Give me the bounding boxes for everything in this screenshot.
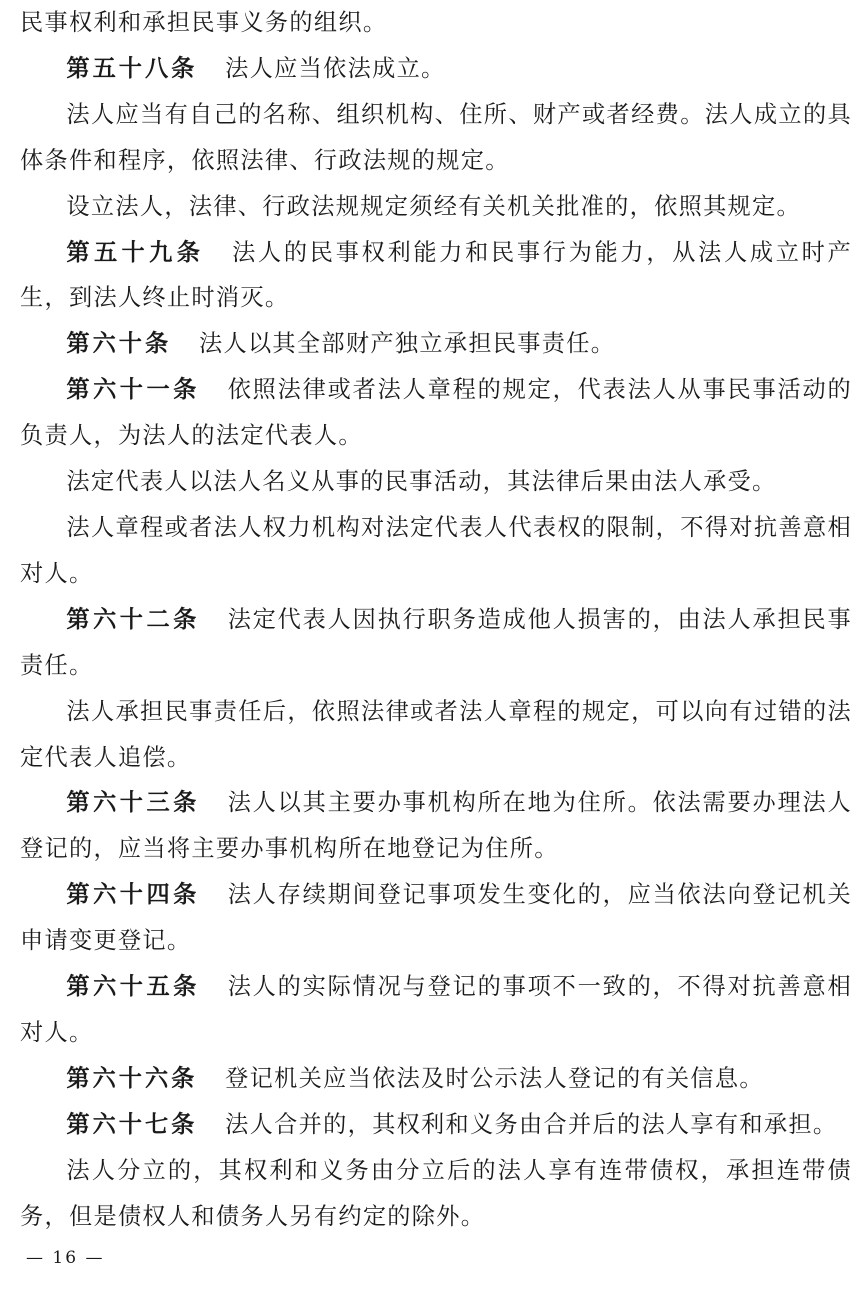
paragraph-text: 登记机关应当依法及时公示法人登记的有关信息。 xyxy=(225,1064,764,1092)
article-paragraph xyxy=(20,1102,852,1148)
article-paragraph xyxy=(20,1056,852,1102)
document-body xyxy=(20,0,852,1239)
article-paragraph xyxy=(20,321,852,367)
paragraph xyxy=(20,0,852,46)
paragraph-text: 法人章程或者法人权力机构对法定代表人代表权的限制，不得对抗善意相对人。 xyxy=(20,513,852,587)
paragraph-text: 法人合并的，其权利和义务由合并后的法人享有和承担。 xyxy=(225,1110,838,1138)
paragraph-text: 法定代表人因执行职务造成他人损害的，由法人承担民事责任。 xyxy=(20,605,853,679)
paragraph xyxy=(20,184,852,230)
article-number: 第六十六条 xyxy=(66,1064,198,1092)
paragraph xyxy=(20,459,852,505)
paragraph-text: 法人应当有自己的名称、组织机构、住所、财产或者经费。法人成立的具体条件和程序，依照法律、行政法规的规定。 xyxy=(20,100,852,174)
article-paragraph xyxy=(20,46,852,92)
article-paragraph xyxy=(20,780,852,872)
paragraph-text: 法人以其主要办事机构所在地为住所。依法需要办理法人登记的，应当将主要办事机构所在地登记为住所。 xyxy=(20,789,853,863)
paragraph-text: 民事权利和承担民事义务的组织。 xyxy=(20,9,388,36)
article-number: 第六十七条 xyxy=(66,1110,198,1138)
paragraph-text: 法人以其全部财产独立承担民事责任。 xyxy=(198,330,616,358)
article-paragraph xyxy=(20,367,852,459)
paragraph-text: 法定代表人以法人名义从事的民事活动，其法律后果由法人承受。 xyxy=(66,468,777,496)
article-number: 第五十八条 xyxy=(66,54,198,82)
paragraph xyxy=(20,92,852,184)
article-number: 第六十条 xyxy=(66,330,172,358)
paragraph xyxy=(20,1148,852,1240)
paragraph-text: 法人存续期间登记事项发生变化的，应当依法向登记机关申请变更登记。 xyxy=(20,881,853,955)
article-number: 第六十二条 xyxy=(66,605,200,633)
article-number: 第五十九条 xyxy=(66,238,205,266)
paragraph-text: 依照法律或者法人章程的规定，代表法人从事民事活动的负责人，为法人的法定代表人。 xyxy=(20,376,853,450)
article-paragraph xyxy=(20,964,852,1056)
paragraph-text: 法人分立的，其权利和义务由分立后的法人享有连带债权，承担连带债务，但是债权人和债务人另有约定的除外。 xyxy=(20,1156,852,1230)
article-number: 第六十三条 xyxy=(66,789,200,817)
page-number: — 16 — xyxy=(26,1248,105,1268)
paragraph-text: 法人应当依法成立。 xyxy=(225,54,446,82)
article-paragraph xyxy=(20,872,852,964)
paragraph xyxy=(20,505,852,597)
paragraph-text: 法人的民事权利能力和民事行为能力，从法人成立时产生，到法人终止时消灭。 xyxy=(20,238,853,312)
article-number: 第六十一条 xyxy=(66,376,200,404)
article-paragraph xyxy=(20,597,852,689)
article-number: 第六十五条 xyxy=(66,973,200,1001)
paragraph-text: 法人的实际情况与登记的事项不一致的，不得对抗善意相对人。 xyxy=(20,973,853,1046)
paragraph-text: 法人承担民事责任后，依照法律或者法人章程的规定，可以向有过错的法定代表人追偿。 xyxy=(20,697,852,771)
article-number: 第六十四条 xyxy=(66,881,200,909)
article-paragraph xyxy=(20,230,852,322)
paragraph-text: 设立法人，法律、行政法规规定须经有关机关批准的，依照其规定。 xyxy=(66,192,802,220)
paragraph xyxy=(20,689,852,781)
